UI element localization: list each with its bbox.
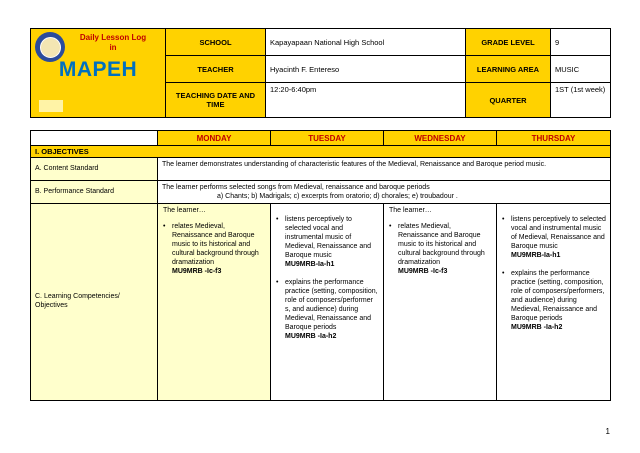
bullet-text-body: listens perceptively to selected vocal and instrumental music of Medieval, Renaissance and Baroque music bbox=[285, 216, 371, 259]
subject-title: MAPEH bbox=[58, 58, 138, 81]
competency-bullet bbox=[502, 270, 606, 333]
bullet-icon: • bbox=[276, 278, 279, 286]
competency-code: MU9MRB -Ia-h2 bbox=[511, 323, 563, 331]
competency-code: MU9MRB-Ia-h1 bbox=[511, 252, 561, 259]
field-value-teacher: Hyacinth F. Entereso bbox=[266, 56, 466, 83]
corner-cell bbox=[31, 131, 158, 146]
row-label-competencies: C. Learning Competencies/ Objectives bbox=[31, 204, 158, 401]
bullet-text bbox=[285, 279, 379, 342]
bullet-icon: • bbox=[502, 269, 505, 277]
field-value-teaching-date: 12:20-6:40pm bbox=[266, 83, 466, 118]
doc-title bbox=[65, 33, 161, 53]
competency-code: MU9MRB-Ia-h1 bbox=[285, 260, 335, 268]
bullet-text bbox=[398, 223, 492, 277]
day-header-thursday: THURSDAY bbox=[497, 131, 611, 146]
bullet-text-body: explains the performance practice (setting, composition, role of composers/performer s, and audience) during Medieval, Renaissance and Baroque periods bbox=[285, 278, 378, 331]
day-header-wednesday: WEDNESDAY bbox=[384, 131, 497, 146]
doc-title-line2: in bbox=[109, 43, 117, 52]
performance-standard-cell bbox=[158, 181, 611, 204]
competencies-tuesday-cell bbox=[271, 204, 384, 401]
competency-bullet bbox=[389, 223, 492, 277]
bullet-text bbox=[172, 223, 266, 277]
highlight-box bbox=[39, 100, 63, 112]
competency-code: MU9MRB -Ia-h2 bbox=[285, 332, 337, 340]
page-number: 1 bbox=[605, 427, 610, 436]
field-value-quarter: 1ST (1st week) bbox=[551, 83, 611, 118]
field-label-quarter: QUARTER bbox=[466, 83, 551, 118]
competencies-wednesday-cell bbox=[384, 204, 497, 401]
day-header-tuesday: TUESDAY bbox=[271, 131, 384, 146]
intro-text: The learner… bbox=[389, 207, 432, 215]
bullet-text bbox=[511, 270, 606, 333]
school-seal-icon bbox=[35, 32, 65, 62]
field-label-teaching-date: TEACHING DATE AND TIME bbox=[166, 83, 266, 118]
day-header-monday: MONDAY bbox=[158, 131, 271, 146]
competency-code: MU9MRB -Ic-f3 bbox=[172, 267, 222, 275]
school-seal-inner bbox=[40, 37, 61, 58]
performance-standard-line2: a) Chants; b) Madrigals; c) excerpts from oratorio; d) chorales; e) troubadour . bbox=[217, 193, 458, 201]
title-cell bbox=[31, 29, 166, 118]
field-value-learning-area: MUSIC bbox=[551, 56, 611, 83]
bullet-icon: • bbox=[163, 223, 166, 231]
bullet-text bbox=[511, 216, 606, 261]
header-table bbox=[30, 28, 611, 118]
lesson-table bbox=[30, 130, 611, 401]
field-label-grade-level: GRADE LEVEL bbox=[466, 29, 551, 56]
competencies-monday-cell bbox=[158, 204, 271, 401]
bullet-text-body: explains the performance practice (setting, composition, role of composers/performers, and audience) during Medieval, Renaissance and Baroque periods bbox=[511, 269, 605, 322]
field-value-school: Kapayapaan National High School bbox=[266, 29, 466, 56]
bullet-text-body: relates Medieval, Renaissance and Baroque music to its historical and cultural background through dramatization bbox=[398, 223, 485, 266]
bullet-text-body: relates Medieval, Renaissance and Baroque music to its historical and cultural background through dramatization bbox=[172, 223, 259, 266]
competency-bullet bbox=[276, 216, 379, 270]
bullet-icon: • bbox=[389, 223, 392, 231]
bullet-icon: • bbox=[502, 216, 505, 224]
bullet-text bbox=[285, 216, 379, 270]
competency-bullet bbox=[502, 216, 606, 261]
field-value-grade-level: 9 bbox=[551, 29, 611, 56]
field-label-school: SCHOOL bbox=[166, 29, 266, 56]
bullet-text-body: listens perceptively to selected vocal and instrumental music of Medieval, Renaissance and Baroque music bbox=[511, 216, 606, 251]
row-label-content-standard: A. Content Standard bbox=[31, 158, 158, 181]
performance-standard-line1: The learner performs selected songs from Medieval, renaissance and baroque periods bbox=[162, 184, 430, 191]
bullet-icon: • bbox=[276, 216, 279, 224]
competency-bullet bbox=[276, 279, 379, 342]
competency-code: MU9MRB -Ic-f3 bbox=[398, 267, 448, 275]
content-standard-text: The learner demonstrates understanding of characteristic features of the Medieval, Renaissance and Baroque period music. bbox=[158, 158, 611, 181]
competencies-thursday-cell bbox=[497, 204, 611, 401]
intro-text: The learner… bbox=[163, 207, 206, 215]
competency-bullet bbox=[163, 223, 266, 277]
field-label-teacher: TEACHER bbox=[166, 56, 266, 83]
objectives-section-header: I. OBJECTIVES bbox=[31, 146, 611, 158]
field-label-learning-area: LEARNING AREA bbox=[466, 56, 551, 83]
row-label-performance-standard: B. Performance Standard bbox=[31, 181, 158, 204]
doc-title-line1: Daily Lesson Log bbox=[79, 33, 147, 42]
